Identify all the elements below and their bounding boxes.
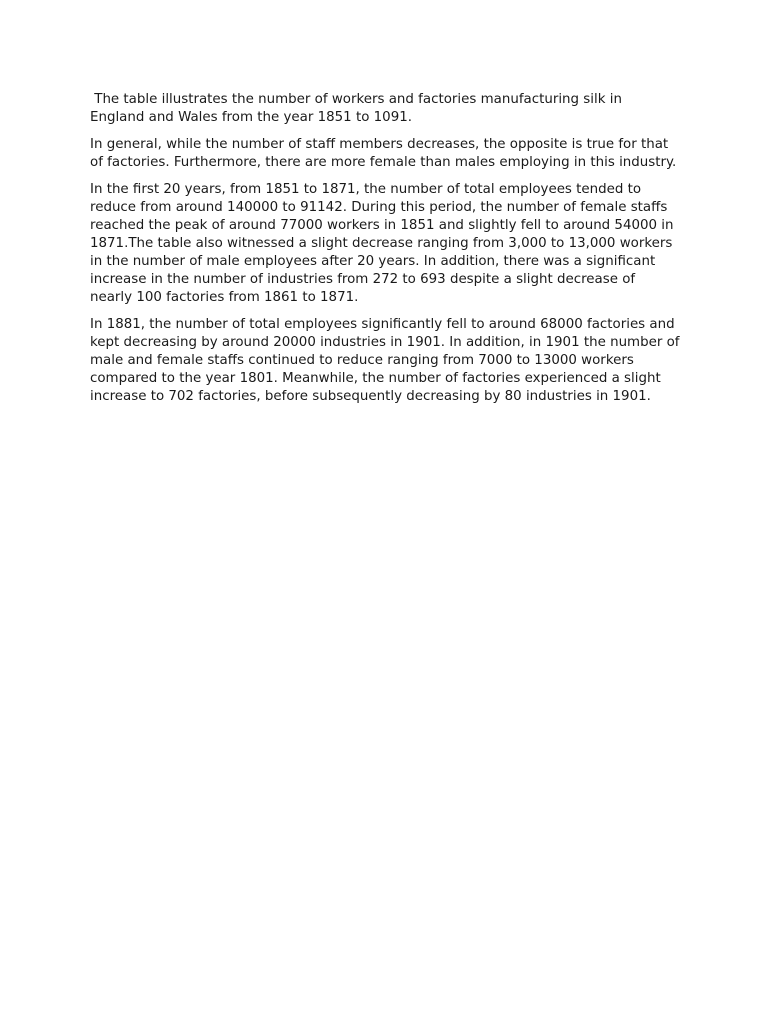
paragraph-overview: In general, while the number of staff members decreases, the opposite is true for that of factories. Furthermore, there are more female than males employing in this industry. xyxy=(90,137,677,170)
paragraph-first-period: In the first 20 years, from 1851 to 1871, the number of total employees tended to reduce from around 140000 to 91142. During this period, the number of female staffs reached the peak of around 77000 workers in 1851 and slightly fell to around 54000 in 1871.The table also witnessed a slight decrease ranging from 3,000 to 13,000 workers in the number of male employees after 20 years. In addition, there was a significant increase in the number of industries from 272 to 693 despite a slight decrease of nearly 100 factories from 1861 to 1871. xyxy=(90,182,674,305)
paragraph-second-period: In 1881, the number of total employees significantly fell to around 68000 factories and kept decreasing by around 20000 industries in 1901. In addition, in 1901 the number of male and female staffs continued to reduce ranging from 7000 to 13000 workers compared to the year 1801. Meanwhile, the number of factories experienced a slight increase to 702 factories, before subsequently decreasing by 80 industries in 1901. xyxy=(90,317,680,404)
paragraph-intro: The table illustrates the number of workers and factories manufacturing silk in England and Wales from the year 1851 to 1091. xyxy=(90,92,627,125)
document-body xyxy=(90,91,680,415)
